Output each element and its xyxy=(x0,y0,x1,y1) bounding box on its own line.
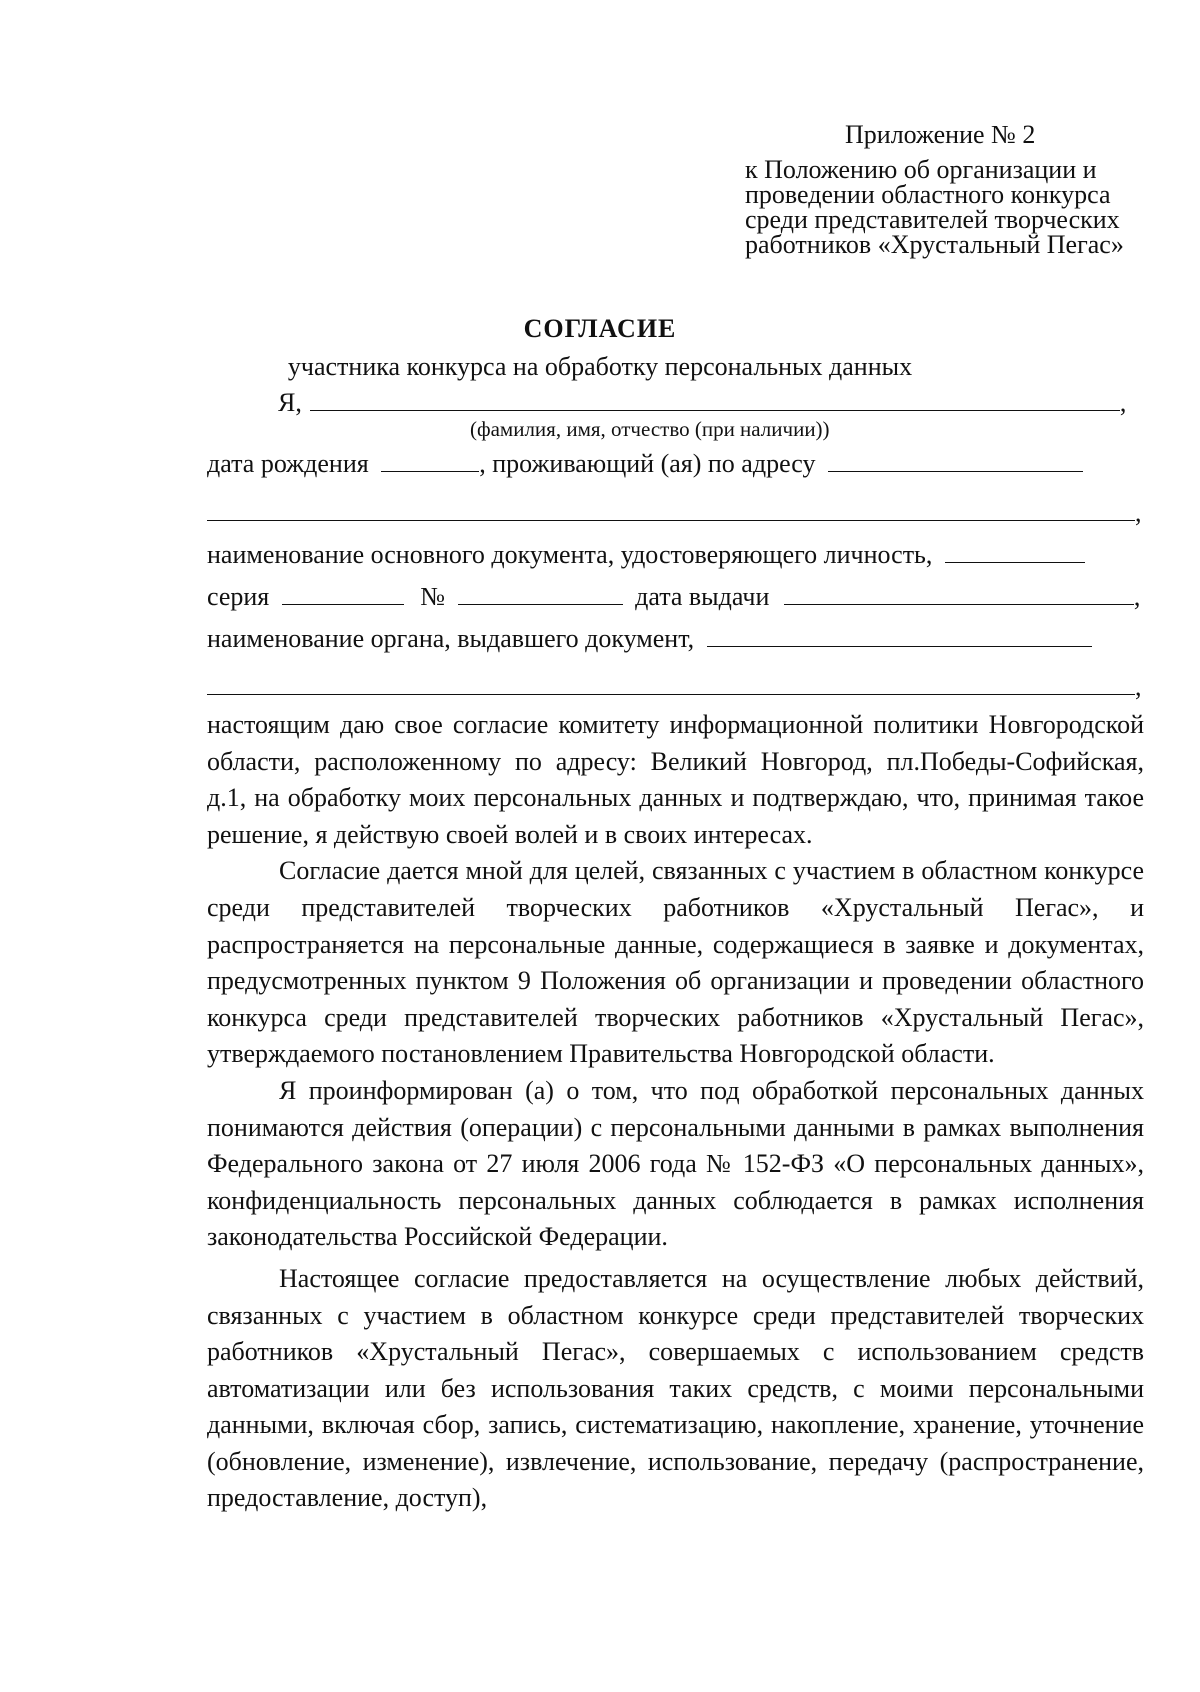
appendix-reference-line: проведении областного конкурса xyxy=(745,180,1111,209)
consent-paragraph: Я проинформирован (а) о том, что под обработкой персональных данных понимаются действия (операции) с персональными данными в рамках выполнения Федерального закона от 27 июля 2006 года № 152-ФЗ «О персональных данных», конфиденциальность персональных данных соблюдается в рамках исполнения законодательства Российской Федерации. xyxy=(207,1075,1144,1252)
fio-hint: (фамилия, имя, отчество (при наличии)) xyxy=(470,417,830,441)
address-label: , проживающий (ая) по адресу xyxy=(479,449,816,478)
series-number-line xyxy=(207,582,1140,612)
number-label: № xyxy=(420,582,446,611)
document-subtitle: участника конкурса на обработку персональных данных xyxy=(287,352,913,381)
issuer-continuation-blank[interactable] xyxy=(207,672,1135,695)
appendix-reference-line: работников «Хрустальный Пегас» xyxy=(745,230,1124,259)
address-continuation-blank[interactable] xyxy=(207,498,1135,521)
issue-date-blank[interactable] xyxy=(784,582,1134,605)
issue-date-comma: , xyxy=(1133,582,1141,611)
appendix-number: Приложение № 2 xyxy=(845,120,1036,149)
issuer-label: наименование органа, выдавшего документ, xyxy=(207,624,695,653)
consent-body xyxy=(207,707,1144,1517)
id-document-label: наименование основного документа, удостоверяющего личность, xyxy=(207,540,933,569)
consent-paragraph: настоящим даю свое согласие комитету информационной политики Новгородской области, расположенному по адресу: Великий Новгород, пл.Победы-Софийская, д.1, на обработку моих персональных данных и подтверждаю, что, принимая такое решение, я действую своей волей и в своих интересах. xyxy=(207,710,1144,849)
issuer-comma: , xyxy=(1135,672,1142,701)
consent-paragraph: Настоящее согласие предоставляется на осуществление любых действий, связанных с участием в областном конкурсе среди представителей творческих работников «Хрустальный Пегас», совершаемых с использованием средств автоматизации или без использования таких средств, с моими персональными данными, включая сбор, запись, систематизацию, накопление, хранение, уточнение (обновление, изменение), извлечение, использование, передачу (распространение, предоставление, доступ), xyxy=(207,1263,1144,1513)
document-title: СОГЛАСИЕ xyxy=(523,314,677,343)
issuer-blank[interactable] xyxy=(707,624,1092,647)
address-comma: , xyxy=(1135,498,1142,527)
series-label: серия xyxy=(207,582,270,611)
fio-label: Я, xyxy=(278,388,302,417)
appendix-reference-line: к Положению об организации и xyxy=(745,155,1097,184)
issuer-continuation-line xyxy=(207,672,1142,702)
issue-date-label: дата выдачи xyxy=(635,582,770,611)
id-document-line xyxy=(207,540,1085,570)
issuer-line xyxy=(207,624,1092,654)
birth-address-line xyxy=(207,449,1083,479)
birth-date-label: дата рождения xyxy=(207,449,369,478)
address-continuation-line xyxy=(207,498,1142,528)
consent-paragraph: Согласие дается мной для целей, связанных с участием в областном конкурсе среди представителей творческих работников «Хрустальный Пегас», и распространяется на персональные данные, содержащиеся в заявке и документах, предусмотренных пунктом 9 Положения об организации и проведении областного конкурса среди представителей творческих работников «Хрустальный Пегас», утверждаемого постановлением Правительства Новгородской области. xyxy=(207,856,1144,1069)
id-document-blank[interactable] xyxy=(945,540,1085,563)
address-blank[interactable] xyxy=(828,449,1083,472)
appendix-reference-line: среди представителей творческих xyxy=(745,205,1120,234)
appendix-reference xyxy=(745,157,1165,257)
number-blank[interactable] xyxy=(458,582,623,605)
fio-line xyxy=(278,388,1126,418)
fio-blank[interactable] xyxy=(310,388,1120,411)
fio-comma: , xyxy=(1119,388,1127,417)
birth-date-blank[interactable] xyxy=(381,449,479,472)
series-blank[interactable] xyxy=(282,582,404,605)
